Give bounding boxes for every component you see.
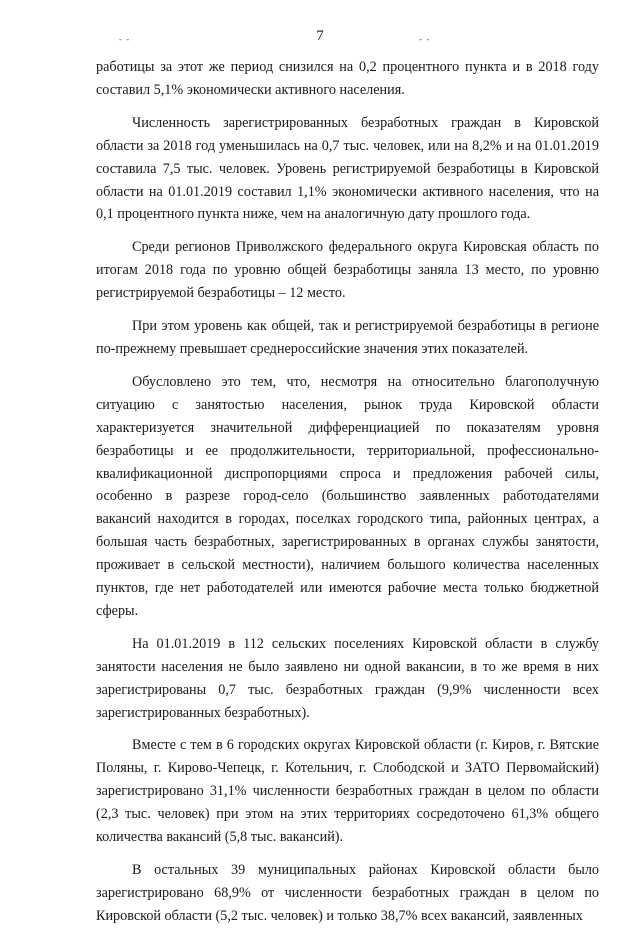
paragraph-municipal-districts: В остальных 39 муниципальных районах Кировской области было зарегистрировано 68,9% от численности безработных граждан в целом по Кировской области (5,2 тыс. человек) и только 38,7% всех вакансий, заявленных <box>96 862 599 924</box>
paragraph-city-districts: Вместе с тем в 6 городских округах Кировской области (г. Киров, г. Вятские Поляны, г. Кирово-Чепецк, г. Котельнич, г. Слободской и ЗАТО Первомайский) зарегистрировано 31,1% численности безработных граждан в целом по области (2,3 тыс. человек) при этом на этих территориях сосредоточено 61,3% общего количества вакансий (5,8 тыс. вакансий). <box>96 737 599 846</box>
page-number: 7 <box>316 28 324 44</box>
header-mark-left: ‐ ‐ <box>119 34 131 44</box>
document-body <box>96 56 599 938</box>
paragraph-rural-settlements: На 01.01.2019 в 112 сельских поселениях Кировской области в службу занятости населения не было заявлено ни одной вакансии, в то же время в них зарегистрированы 0,7 тыс. безработных граждан (9,9% численности всех зарегистрированных безработных). <box>96 635 599 721</box>
paragraph-volga-ranking: Среди регионов Приволжского федерального округа Кировская область по итогам 2018 года по уровню общей безработицы заняла 13 место, по уровню регистрируемой безработицы – 12 место. <box>96 239 599 302</box>
paragraph-differentiation: Обусловлено это тем, что, несмотря на относительно благополучную ситуацию с занятостью населения, рынок труда Кировской области характеризуется значительной дифференциацией по показателям уровня безработицы и ее продолжительности, территориальной, профессионально-квалификационной диспропорциями спроса и предложения рабочей силы, особенно в разрезе город-село (большинство заявленных работодателями вакансий находится в городах, поселках городского типа, районных центрах, а большая часть безработных, зарегистрированных в органах службы занятости, проживает в сельской местности), наличием большого количества населенных пунктов, где нет работодателей или имеются рабочие места только бюджетной сферы. <box>96 373 599 619</box>
header-mark-right: ‐ ‐ <box>419 34 431 44</box>
paragraph-continuation: работицы за этот же период снизился на 0,2 процентного пункта и в 2018 году составил 5,1% экономически активного населения. <box>96 59 599 98</box>
paragraph-unemployed-count: Численность зарегистрированных безработных граждан в Кировской области за 2018 год уменьшилась на 0,7 тыс. человек, или на 8,2% и на 01.01.2019 составила 7,5 тыс. человек. Уровень регистрируемой безработицы в Кировской области на 01.01.2019 составил 1,1% экономически активного населения, что на 0,1 процентного пункта ниже, чем на аналогичную дату прошлого года. <box>96 114 599 223</box>
page-header <box>0 26 640 48</box>
paragraph-above-national: При этом уровень как общей, так и регистрируемой безработицы в регионе по-прежнему превышает среднероссийские значения этих показателей. <box>96 318 599 357</box>
